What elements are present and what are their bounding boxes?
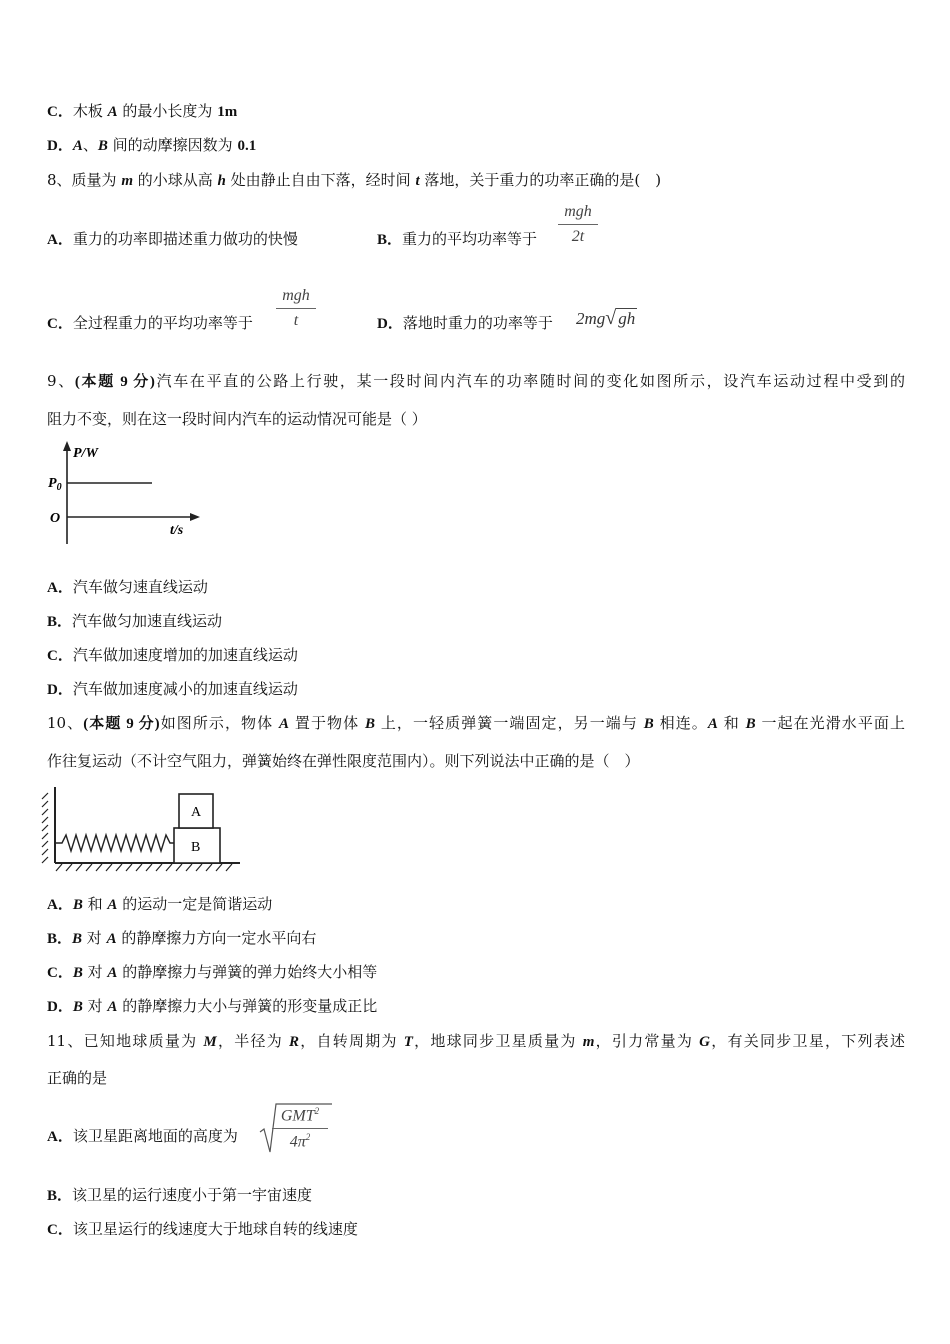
q9-option-d: D．汽车做加速度减小的加速直线运动 xyxy=(47,680,298,698)
q8-option-d: D．落地时重力的功率等于 xyxy=(377,314,553,332)
wall-hatching xyxy=(42,793,48,863)
q9-power-time-graph xyxy=(46,440,206,548)
q11-stem-line1: 11、已知地球质量为 M，半径为 R，自转周期为 T，地球同步卫星质量为 m，引力常量为 G，有关同步卫星，下列表述 xyxy=(47,1032,905,1050)
q8-option-b: B．重力的平均功率等于 xyxy=(377,230,538,248)
q8-option-c: C．全过程重力的平均功率等于 xyxy=(47,314,253,332)
q9-stem-line2: 阻力不变，则在这一段时间内汽车的运动情况可能是（ ） xyxy=(47,410,427,428)
q10-option-b: B．B 对 A 的静摩擦力方向一定水平向右 xyxy=(47,929,317,947)
q11-stem-line2: 正确的是 xyxy=(47,1069,108,1087)
q8-option-a: A．重力的功率即描述重力做功的快慢 xyxy=(47,230,298,248)
block-b-label: B xyxy=(191,840,201,855)
floor-hatching xyxy=(56,864,232,871)
q10-spring-block-figure xyxy=(40,785,245,875)
q11-option-a: A．该卫星距离地面的高度为 xyxy=(47,1127,238,1145)
q10-option-c: C．B 对 A 的静摩擦力与弹簧的弹力始终大小相等 xyxy=(47,963,378,981)
q11-a-fraction: GMT$^2$ $4\pi^2$ xyxy=(272,1106,328,1152)
y-axis-label: P/W xyxy=(73,446,98,461)
origin-label: O xyxy=(50,511,61,526)
spring xyxy=(55,835,174,851)
q7-option-d: D．A、B 间的动摩擦因数为 0.1 xyxy=(47,136,257,154)
q8-c-fraction: mgh t xyxy=(276,287,316,330)
q9-option-b: B．汽车做匀加速直线运动 xyxy=(47,612,223,630)
q7-option-c: C．木板 A 的最小长度为 1m xyxy=(47,102,238,120)
q10-stem-line2: 作往复运动（不计空气阻力，弹簧始终在弹性限度范围内）。则下列说法中正确的是（ ） xyxy=(47,752,640,770)
q9-stem-line1: 9、(本题 9 分)汽车在平直的公路上行驶，某一段时间内汽车的功率随时间的变化如图所示，设汽车运动过程中受到的 xyxy=(47,372,905,390)
q9-option-a: A．汽车做匀速直线运动 xyxy=(47,578,208,596)
sqrt-sign: √ xyxy=(605,307,617,329)
q9-option-c: C．汽车做加速度增加的加速直线运动 xyxy=(47,646,298,664)
q8-b-fraction: mgh 2t xyxy=(558,203,598,246)
x-axis-label: t/s xyxy=(170,523,184,538)
block-a-label: A xyxy=(191,805,202,820)
q11-option-c: C．该卫星运行的线速度大于地球自转的线速度 xyxy=(47,1220,358,1238)
p0-label: $P_0$ xyxy=(48,476,62,493)
q8-d-expression: 2mg√ gh xyxy=(576,307,636,329)
x-axis-arrow xyxy=(190,513,200,521)
y-axis-arrow xyxy=(63,441,71,451)
q8-stem: 8、质量为 m 的小球从高 h 处由静止自由下落，经时间 t 落地，关于重力的功率正确的是( ) xyxy=(47,171,662,189)
q10-option-d: D．B 对 A 的静摩擦力大小与弹簧的形变量成正比 xyxy=(47,997,378,1015)
q11-option-b: B．该卫星的运行速度小于第一宇宙速度 xyxy=(47,1186,313,1204)
q10-option-a: A．B 和 A 的运动一定是简谐运动 xyxy=(47,895,273,913)
q10-stem-line1: 10、(本题 9 分)如图所示，物体 A 置于物体 B 上，一轻质弹簧一端固定，另一端与 B 相连。A 和 B 一起在光滑水平面上 xyxy=(47,714,906,732)
